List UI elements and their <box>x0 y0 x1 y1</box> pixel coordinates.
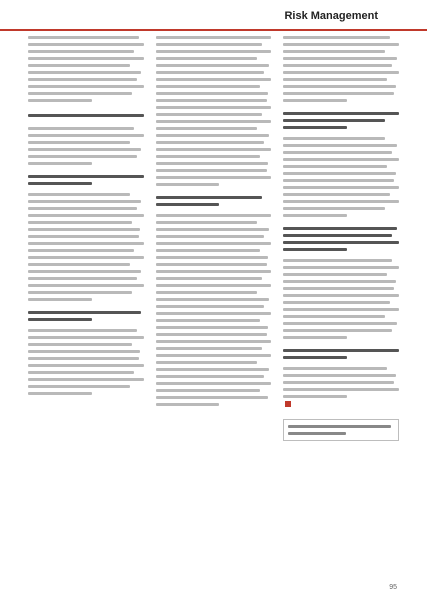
text-line <box>28 182 92 185</box>
text-line <box>156 333 267 336</box>
text-line <box>156 382 272 385</box>
column-2-sub-heading <box>156 194 272 208</box>
text-line <box>28 92 132 95</box>
column-1 <box>28 34 144 569</box>
text-line <box>28 78 137 81</box>
text-line <box>156 340 272 343</box>
text-line <box>156 263 267 266</box>
para-placeholder-lines <box>28 34 144 104</box>
column-1-sub-heading <box>28 173 144 187</box>
text-line <box>283 137 385 140</box>
text-line <box>28 114 144 117</box>
text-line <box>283 207 385 210</box>
text-line <box>28 350 140 353</box>
text-line <box>283 92 394 95</box>
text-line <box>28 148 141 151</box>
text-line <box>283 336 347 339</box>
text-line <box>156 155 260 158</box>
text-line <box>156 396 268 399</box>
text-line <box>28 329 137 332</box>
text-line <box>28 392 92 395</box>
text-line <box>156 403 220 406</box>
text-line <box>283 193 389 196</box>
column-3-note <box>283 419 399 441</box>
text-line <box>28 235 139 238</box>
text-line <box>156 148 272 151</box>
text-line <box>156 85 260 88</box>
para-placeholder-lines <box>156 212 272 408</box>
text-line <box>288 432 346 435</box>
text-line <box>156 36 272 39</box>
text-line <box>156 120 272 123</box>
column-3-para <box>283 34 399 104</box>
text-line <box>28 162 92 165</box>
column-3-sub-heading <box>283 225 399 253</box>
text-line <box>28 64 130 67</box>
text-line <box>283 280 395 283</box>
text-line <box>28 277 137 280</box>
text-line <box>156 326 268 329</box>
header-title-text: Risk Management <box>284 10 378 22</box>
text-line <box>156 169 267 172</box>
para-placeholder-lines <box>283 365 399 400</box>
text-line <box>288 425 391 428</box>
text-line <box>28 228 140 231</box>
text-line <box>28 364 144 367</box>
text-line <box>156 214 272 217</box>
text-line <box>156 291 258 294</box>
column-1-section-heading <box>28 112 144 119</box>
sub-heading-placeholder-lines <box>283 347 399 361</box>
column-3 <box>283 34 399 569</box>
text-line <box>28 242 144 245</box>
text-line <box>156 319 260 322</box>
text-line <box>283 186 399 189</box>
text-line <box>156 284 272 287</box>
text-line <box>283 381 394 384</box>
text-line <box>283 172 395 175</box>
header-rule <box>0 29 427 31</box>
section-heading-placeholder-lines <box>28 112 144 119</box>
text-line <box>156 256 268 259</box>
text-line <box>28 155 137 158</box>
text-line <box>156 235 265 238</box>
text-line <box>283 374 395 377</box>
para-placeholder-lines <box>156 34 272 188</box>
column-3-para <box>283 365 399 411</box>
text-line <box>28 291 132 294</box>
text-line <box>28 36 139 39</box>
text-line <box>283 388 399 391</box>
column-2-para <box>156 212 272 408</box>
text-line <box>156 368 269 371</box>
text-line <box>283 78 387 81</box>
text-line <box>283 57 396 60</box>
text-line <box>28 318 92 321</box>
text-line <box>283 158 399 161</box>
text-line <box>156 203 220 206</box>
text-line <box>283 119 385 122</box>
text-line <box>283 349 399 352</box>
column-1-para <box>28 327 144 397</box>
text-line <box>28 263 130 266</box>
text-line <box>28 249 134 252</box>
text-line <box>28 284 144 287</box>
text-line <box>283 151 392 154</box>
text-line <box>156 312 272 315</box>
text-line <box>156 50 272 53</box>
text-line <box>156 242 272 245</box>
text-line <box>28 311 141 314</box>
text-line <box>283 241 399 244</box>
text-line <box>283 294 399 297</box>
column-1-para <box>28 125 144 167</box>
text-line <box>283 227 396 230</box>
text-line <box>283 266 399 269</box>
text-line <box>28 50 134 53</box>
text-line <box>156 141 265 144</box>
text-line <box>28 99 92 102</box>
text-line <box>283 273 387 276</box>
para-placeholder-lines <box>283 34 399 104</box>
text-line <box>156 183 220 186</box>
text-line <box>156 389 260 392</box>
text-line <box>156 249 260 252</box>
text-line <box>283 71 399 74</box>
text-line <box>28 175 144 178</box>
text-line <box>156 71 265 74</box>
text-line <box>156 99 267 102</box>
text-line <box>283 259 392 262</box>
text-line <box>28 207 137 210</box>
text-line <box>156 43 262 46</box>
text-line <box>28 214 144 217</box>
text-line <box>156 113 262 116</box>
column-1-sub-heading <box>28 309 144 323</box>
text-line <box>283 43 399 46</box>
text-line <box>156 162 268 165</box>
text-line <box>156 64 269 67</box>
text-line <box>156 57 258 60</box>
text-line <box>283 395 347 398</box>
header-title <box>284 10 387 22</box>
text-line <box>283 367 387 370</box>
text-line <box>156 305 265 308</box>
text-line <box>28 298 92 301</box>
para-placeholder-lines <box>283 257 399 341</box>
page-number: 95 <box>389 584 397 591</box>
text-line <box>283 214 347 217</box>
sub-heading-placeholder-lines <box>283 110 399 131</box>
column-2 <box>156 34 272 569</box>
text-line <box>156 270 272 273</box>
column-1-para <box>28 191 144 303</box>
text-line <box>283 329 392 332</box>
text-line <box>28 71 141 74</box>
sub-heading-placeholder-lines <box>28 309 144 323</box>
text-line <box>283 308 399 311</box>
text-line <box>283 356 347 359</box>
text-line <box>28 127 134 130</box>
text-line <box>156 196 262 199</box>
sub-heading-placeholder-lines <box>156 194 272 208</box>
text-line <box>156 277 262 280</box>
page-header <box>0 10 427 32</box>
text-line <box>28 343 132 346</box>
text-line <box>283 315 385 318</box>
text-line <box>283 248 347 251</box>
text-line <box>156 221 258 224</box>
para-placeholder-lines <box>28 125 144 167</box>
note-placeholder-lines <box>288 423 394 437</box>
text-line <box>28 141 130 144</box>
text-line <box>156 134 269 137</box>
article-end-mark <box>285 401 291 407</box>
text-line <box>156 92 268 95</box>
text-line <box>156 375 265 378</box>
text-line <box>28 134 144 137</box>
column-2-para <box>156 34 272 188</box>
column-3-sub-heading <box>283 347 399 361</box>
text-line <box>28 200 141 203</box>
text-line <box>156 361 258 364</box>
text-line <box>283 64 392 67</box>
text-line <box>28 378 144 381</box>
para-placeholder-lines <box>283 135 399 219</box>
text-line <box>283 165 387 168</box>
text-line <box>283 99 347 102</box>
text-line <box>283 50 385 53</box>
text-line <box>28 57 144 60</box>
text-line <box>28 193 130 196</box>
text-line <box>283 179 394 182</box>
text-line <box>283 287 394 290</box>
text-line <box>283 234 392 237</box>
column-3-sub-heading <box>283 110 399 131</box>
text-line <box>28 270 141 273</box>
text-line <box>156 78 272 81</box>
text-line <box>28 357 139 360</box>
text-line <box>28 336 144 339</box>
column-3-para <box>283 257 399 341</box>
sub-heading-placeholder-lines <box>283 225 399 253</box>
text-line <box>28 385 130 388</box>
text-line <box>283 322 396 325</box>
text-line <box>156 228 269 231</box>
text-line <box>156 176 272 179</box>
text-line <box>156 354 272 357</box>
text-line <box>283 144 396 147</box>
para-placeholder-lines <box>28 327 144 397</box>
text-line <box>283 126 347 129</box>
text-line <box>283 85 395 88</box>
text-line <box>283 112 399 115</box>
article-body <box>28 34 399 569</box>
column-3-para <box>283 135 399 219</box>
text-line <box>156 127 258 130</box>
text-line <box>156 106 272 109</box>
text-line <box>28 85 144 88</box>
text-line <box>28 221 132 224</box>
text-line <box>28 43 144 46</box>
text-line <box>283 36 389 39</box>
text-line <box>283 200 399 203</box>
text-line <box>28 256 144 259</box>
para-placeholder-lines <box>28 191 144 303</box>
text-line <box>28 371 134 374</box>
text-line <box>283 301 389 304</box>
text-line <box>156 347 262 350</box>
sub-heading-placeholder-lines <box>28 173 144 187</box>
text-line <box>156 298 269 301</box>
column-1-para <box>28 34 144 104</box>
